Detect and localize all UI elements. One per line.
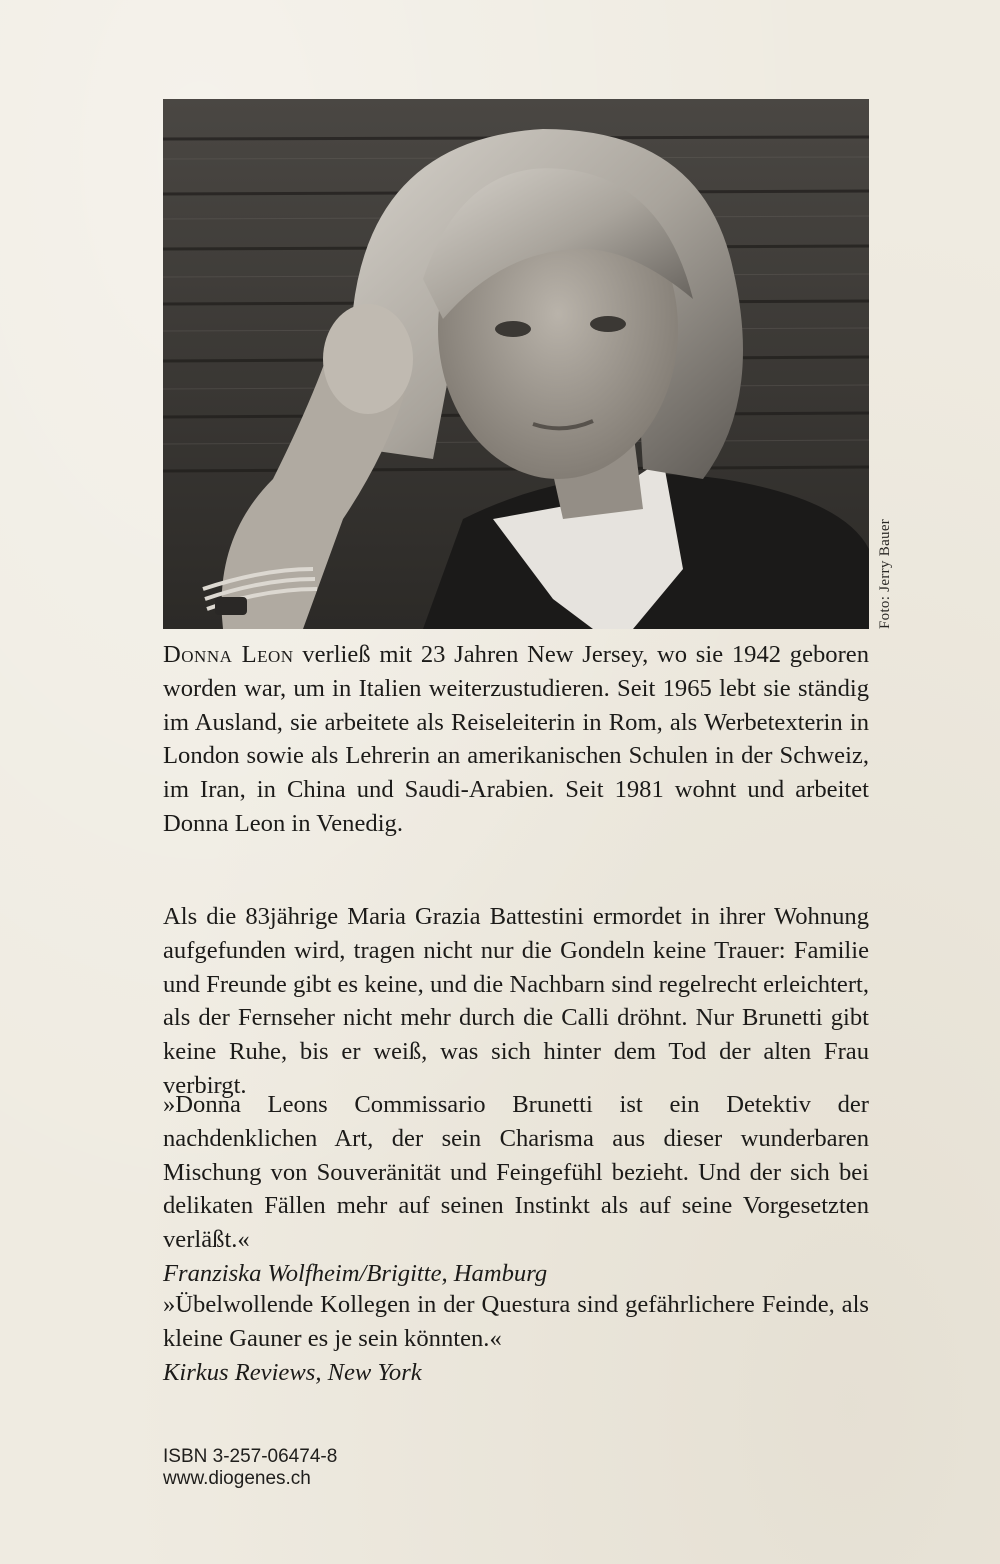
review-quote-2: [163, 1288, 869, 1389]
review-quote-source: Franziska Wolfheim/Brigitte, Hamburg: [163, 1259, 548, 1287]
author-photo: [163, 99, 869, 629]
review-quote-text: »Donna Leons Commissario Brunetti ist ein Detektiv der nachdenklichen Art, der sein Charisma aus dieser wunderbaren Mischung von Souveränität und Feingefühl bezieht. Und der sich bei delikaten Fällen mehr auf seinen Instinkt als auf seine Vorgesetzten verläßt.«: [163, 1091, 869, 1254]
publisher-info: [163, 1446, 337, 1490]
isbn: ISBN 3-257-06474-8: [163, 1446, 338, 1467]
photo-credit: Foto: Jerry Bauer: [877, 518, 893, 629]
review-quote-1: [163, 1088, 869, 1291]
author-biography: [163, 638, 869, 841]
author-portrait-image: [163, 99, 869, 629]
book-synopsis: Als die 83jährige Maria Grazia Battestini ermordet in ihrer Wohnung aufgefunden wird, tragen nicht nur die Gondeln keine Trauer: Familie und Freunde gibt es keine, und die Nachbarn sind regelrecht erleichtert, als der Fernseher nicht mehr durch die Calli dröhnt. Nur Brunetti gibt keine Ruhe, bis er weiß, was sich hinter dem Tod der alten Frau verbirgt.: [163, 903, 869, 1099]
biography-text: verließ mit 23 Jahren New Jersey, wo sie 1942 geboren worden war, um in Italien weiterzustudieren. Seit 1965 lebt sie ständig im Ausland, sie arbeitete als Reiseleiterin in Rom, als Werbetexterin in London sowie als Lehrerin an amerikanischen Schulen in der Schweiz, im Iran, in China und Saudi-Arabien. Seit 1981 wohnt und arbeitet Donna Leon in Venedig.: [163, 641, 869, 837]
review-quote-source: Kirkus Reviews, New York: [163, 1358, 422, 1386]
review-quote-text: »Übelwollende Kollegen in der Questura sind gefährlichere Feinde, als kleine Gauner es je sein könnten.«: [163, 1291, 869, 1352]
publisher-website: www.diogenes.ch: [163, 1468, 311, 1489]
author-name: Donna Leon: [163, 641, 294, 668]
